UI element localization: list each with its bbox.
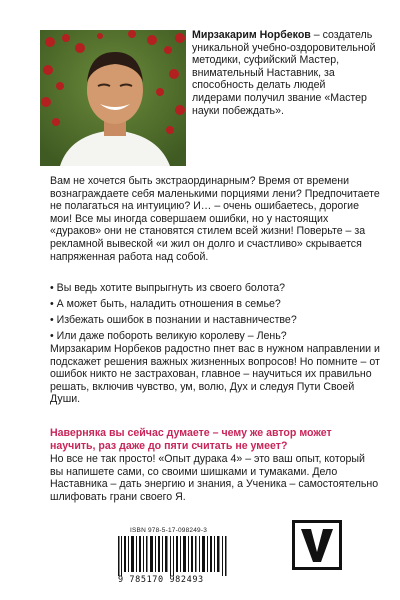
author-bio-text: – создатель уникальной учебно-оздоровительной методики, суфийский Мастер, внимательный Наставник, за способность делать людей лидерами получил звание «Мастер науки побеждать». [192,29,376,117]
highlight-paragraph: Наверняка вы сейчас думаете – чему же автор может научить, раз даже до пяти считать не умеет? [50,427,332,452]
closing-paragraph: Но все не так просто! «Опыт дурака 4» – это ваш опыт, который вы напишете сами, со своими шишками и тумаками. Дело Наставника – дать энергию и знания, а Ученика – самостоятельно шлифовать грани своего Я. [50,453,379,503]
author-photo [40,30,186,166]
list-item: • Избежать ошибок в познании и наставничестве? [50,313,297,326]
list-item: • Или даже побороть великую королеву – Лень? [50,329,287,342]
list-item: • Вы ведь хотите выпрыгнуть из своего болота? [50,282,286,294]
isbn-label: ISBN 978-5-17-098249-3 [130,527,208,534]
middle-paragraph: Мирзакарим Норбеков радостно пнет вас в нужном направлении и подскажет решения важных жизненных вопросов! Но помните – от ошибок никто не застрахован, главное – научиться их правильно решать, включив чувство, ум, волю, Дух и следуя Пути Своей Души. [50,343,380,406]
question-list [50,282,380,346]
barcode-digits: 9 785170 982493 [118,575,204,585]
barcode [118,536,228,576]
list-item: • А может быть, наладить отношения в семье? [50,297,281,310]
intro-paragraph: Вам не хочется быть экстраординарным? Время от времени вознаграждаете себя маленькими порциями лени? Предпочитаете не полагаться на интуицию? И… – очень ошибаетесь, дорогие мои! Все мы иногда совершаем ошибки, но у настоящих «дураков» они не становятся стилем всей жизни! Поверьте – за рекламной вывеской «и жил он долго и счастливо» скрывается напряженная работа над собой. [50,175,380,263]
v-logo-icon [292,520,342,570]
author-name: Мирзакарим Норбеков [192,29,311,41]
author-bio [192,29,377,117]
